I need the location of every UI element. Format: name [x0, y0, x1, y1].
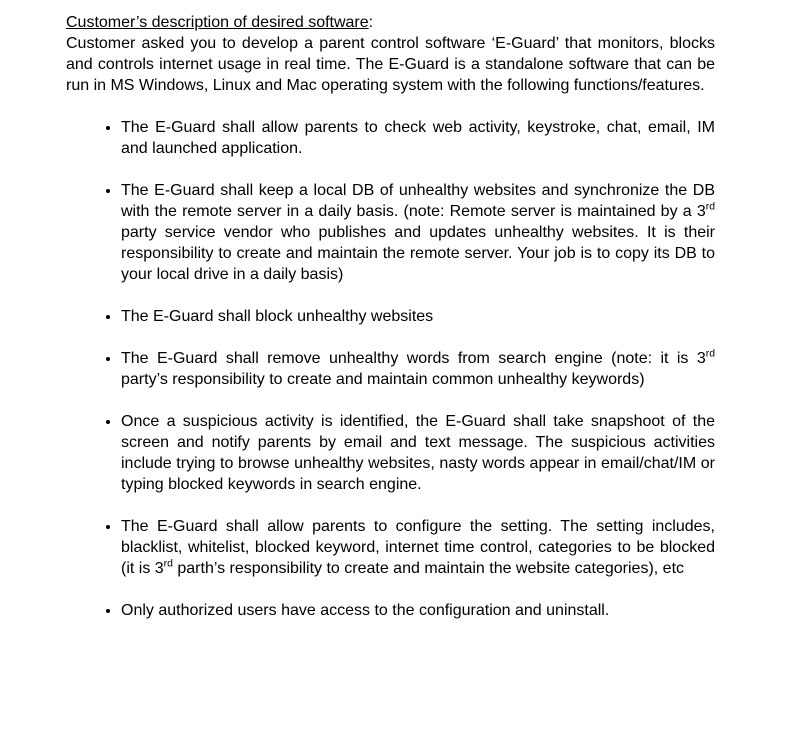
list-item: [121, 348, 715, 390]
list-item: [121, 180, 715, 285]
list-item-text: Once a suspicious activity is identified, the E-Guard shall take snapshoot of the screen and notify parents by email and text message. The suspicious activities include trying to browse unhealthy websites, nasty words appear in email/chat/IM or typing blocked keywords in search engine.: [121, 413, 715, 493]
heading-underlined-text: Customer’s description of desired software: [66, 14, 369, 31]
list-item: [121, 600, 715, 621]
list-item: [121, 117, 715, 159]
superscript-ordinal: rd: [705, 348, 715, 360]
list-item: [121, 516, 715, 579]
list-item-text: The E-Guard shall block unhealthy websites: [121, 308, 434, 325]
list-item-text: The E-Guard shall remove unhealthy words from search engine (note: it is 3: [121, 350, 706, 367]
list-item: [121, 306, 715, 327]
list-item-text: The E-Guard shall allow parents to check web activity, keystroke, chat, email, IM and launched application.: [121, 119, 715, 157]
bullet-list: [66, 117, 715, 621]
list-item-text: Only authorized users have access to the configuration and uninstall.: [121, 602, 610, 619]
list-item-text: The E-Guard shall keep a local DB of unhealthy websites and synchronize the DB with the remote server in a daily basis. (note: Remote server is maintained by a 3: [121, 182, 715, 220]
superscript-ordinal: rd: [163, 558, 173, 570]
intro-paragraph: Customer asked you to develop a parent control software ‘E-Guard’ that monitors, blocks and controls internet usage in real time. The E-Guard is a standalone software that can be run in MS Windows, Linux and Mac operating system with the following functions/features.: [66, 35, 715, 94]
list-item-text: party service vendor who publishes and updates unhealthy websites. It is their responsibility to create and maintain the remote server. Your job is to copy its DB to your local drive in a daily basis): [121, 224, 715, 283]
section-heading: [66, 12, 715, 33]
list-item-text: The E-Guard shall allow parents to configure the setting. The setting includes, blacklist, whitelist, blocked keyword, internet time control, categories to be blocked (it is 3: [121, 518, 715, 577]
list-item-text: party’s responsibility to create and maintain common unhealthy keywords): [121, 371, 645, 388]
list-item: [121, 411, 715, 495]
list-item-text: parth’s responsibility to create and maintain the website categories), etc: [172, 560, 685, 577]
superscript-ordinal: rd: [705, 201, 715, 213]
heading-colon: :: [368, 14, 374, 31]
